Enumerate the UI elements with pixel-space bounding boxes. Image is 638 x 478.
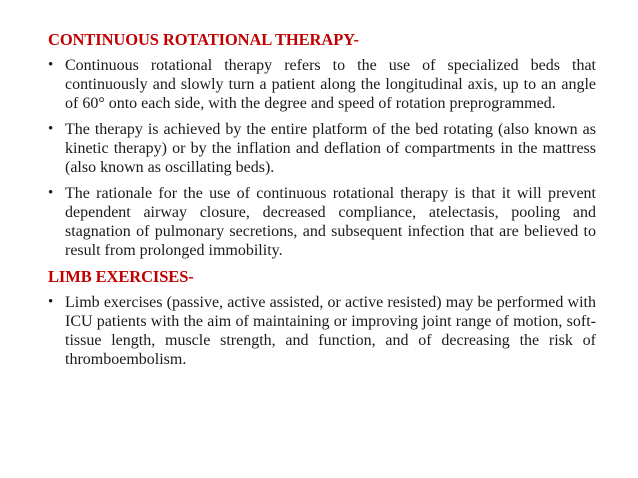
bullet-list-rotational-therapy bbox=[48, 56, 596, 260]
bullet-text: The therapy is achieved by the entire platform of the bed rotating (also known as kinetic therapy) or by the inflation and deflation of compartments in the mattress (also known as oscillating beds). bbox=[65, 121, 596, 176]
bullet-item bbox=[48, 120, 596, 177]
bullet-text: Limb exercises (passive, active assisted, or active resisted) may be performed with ICU patients with the aim of maintaining or improving joint range of motion, soft-tissue length, muscle strength, and function, and of decreasing the risk of thromboembolism. bbox=[65, 294, 596, 368]
bullet-list-limb-exercises bbox=[48, 293, 596, 369]
bullet-text: Continuous rotational therapy refers to the use of specialized beds that continuously and slowly turn a patient along the longitudinal axis, up to an angle of 60° onto each side, with the degree and speed of rotation preprogrammed. bbox=[65, 57, 596, 112]
section-heading-limb-exercises: LIMB EXERCISES- bbox=[48, 267, 194, 286]
bullet-icon: • bbox=[48, 57, 54, 73]
slide-content bbox=[48, 30, 596, 376]
bullet-icon: • bbox=[48, 185, 54, 201]
bullet-icon: • bbox=[48, 294, 54, 310]
bullet-text: The rationale for the use of continuous rotational therapy is that it will prevent dependent airway closure, decreased compliance, atelectasis, pooling and stagnation of pulmonary secretions, and subsequent infection that are believed to result from prolonged immobility. bbox=[65, 185, 596, 259]
section-heading-rotational-therapy: CONTINUOUS ROTATIONAL THERAPY- bbox=[48, 30, 359, 49]
bullet-item bbox=[48, 184, 596, 260]
bullet-item bbox=[48, 293, 596, 369]
bullet-icon: • bbox=[48, 121, 54, 137]
bullet-item bbox=[48, 56, 596, 113]
